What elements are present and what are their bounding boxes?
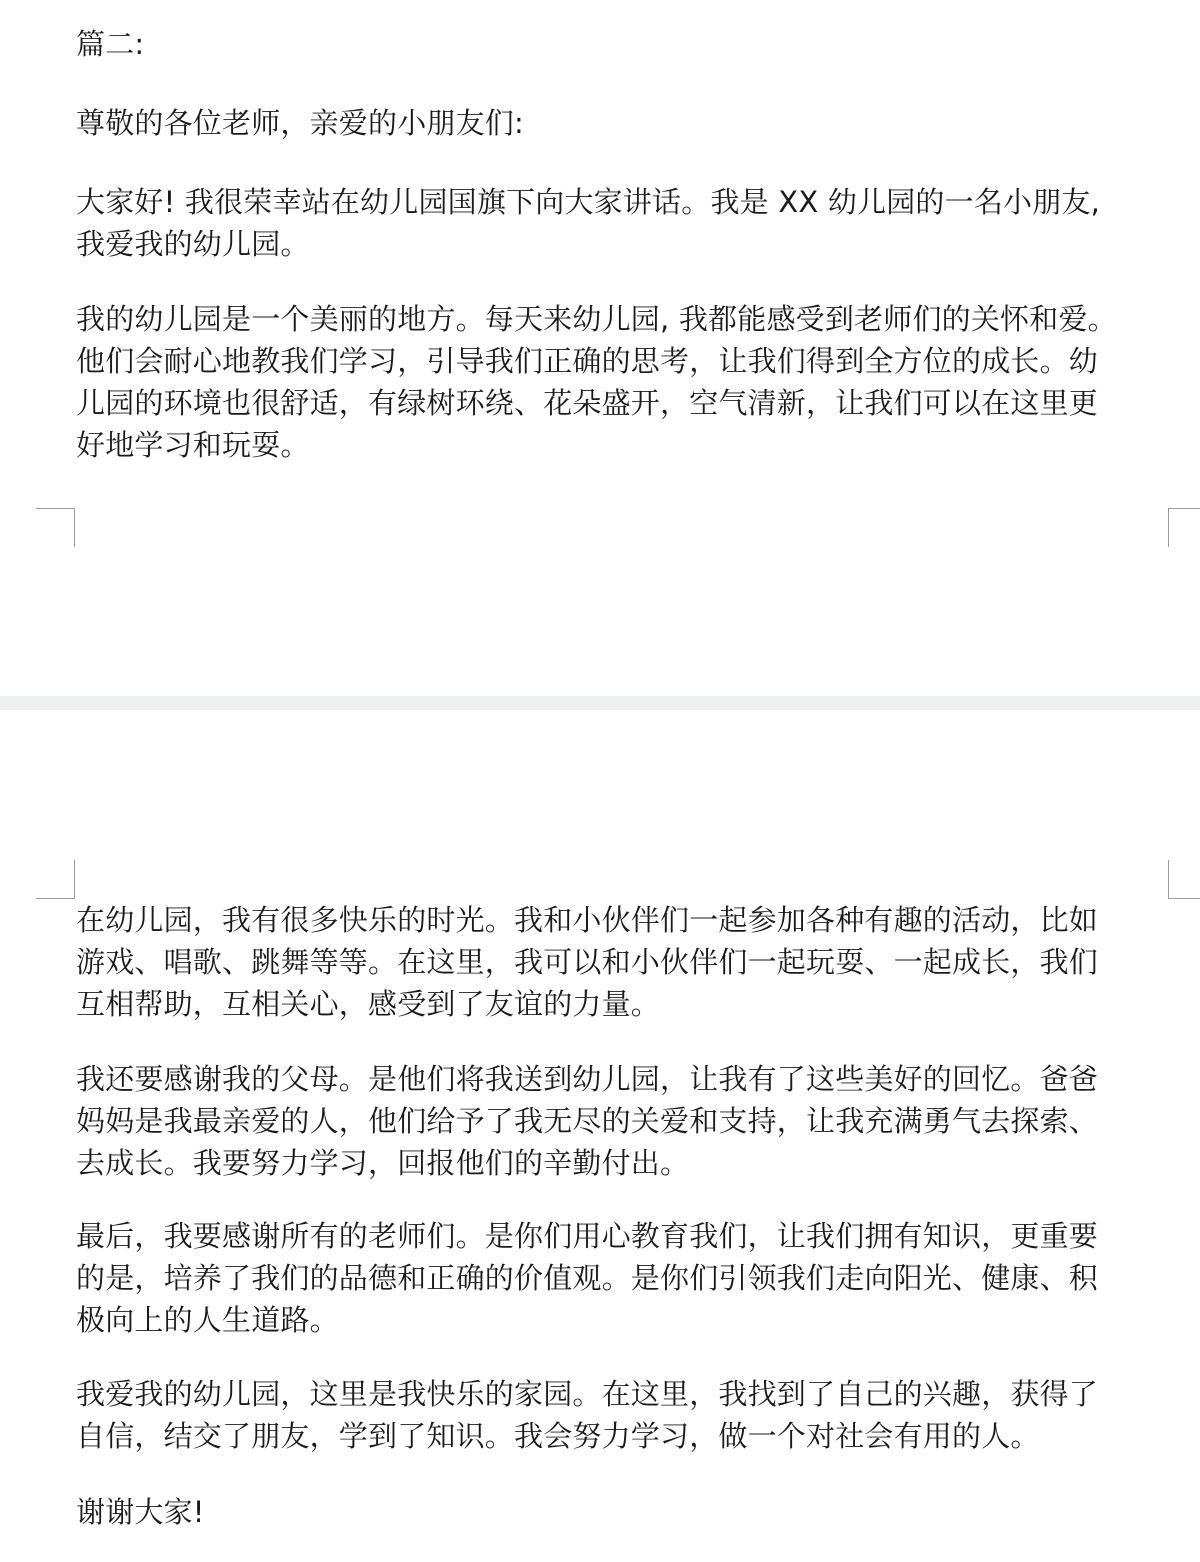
paragraph-4: [76, 1058, 1176, 1184]
section-heading: [76, 23, 1176, 65]
paragraph-1: [76, 181, 1176, 265]
paragraph-line: 最后，我要感谢所有的老师们。是你们用心教育我们，让我们拥有知识，更重要: [76, 1219, 1099, 1253]
paragraph-line: 去成长。我要努力学习，回报他们的辛勤付出。: [76, 1146, 690, 1180]
margin-corner-mark-bottom-right: [1168, 860, 1200, 899]
paragraph-line: 游戏、唱歌、跳舞等等。在这里，我可以和小伙伴们一起玩耍、一起成长，我们: [76, 945, 1099, 979]
paragraph-line: 我的幼儿园是一个美丽的地方。每天来幼儿园, 我都能感受到老师们的关怀和爱。: [76, 302, 1117, 336]
closing: [76, 1491, 1176, 1533]
paragraph-line: 儿园的环境也很舒适，有绿树环绕、花朵盛开，空气清新，让我们可以在这里更: [76, 386, 1099, 420]
margin-corner-mark-bottom-left: [36, 860, 75, 899]
document-page-2: [0, 710, 1200, 1562]
closing-text: 谢谢大家!: [76, 1495, 205, 1529]
document-page-1: [0, 0, 1200, 696]
page-separator: [0, 696, 1200, 710]
paragraph-6: [76, 1373, 1176, 1457]
paragraph-line: 自信，结交了朋友，学到了知识。我会努力学习，做一个对社会有用的人。: [76, 1419, 1040, 1453]
paragraph-3: [76, 899, 1176, 1025]
greeting: [76, 102, 1176, 144]
paragraph-line: 好地学习和玩耍。: [76, 428, 310, 462]
paragraph-line: 极向上的人生道路。: [76, 1303, 339, 1337]
paragraph-line: 我还要感谢我的父母。是他们将我送到幼儿园，让我有了这些美好的回忆。爸爸: [76, 1062, 1099, 1096]
paragraph-line: 互相帮助，互相关心，感受到了友谊的力量。: [76, 987, 661, 1021]
paragraph-line: 他们会耐心地教我们学习，引导我们正确的思考，让我们得到全方位的成长。幼: [76, 344, 1099, 378]
paragraph-line: 大家好! 我很荣幸站在幼儿园国旗下向大家讲话。我是 XX 幼儿园的一名小朋友,: [76, 185, 1101, 219]
greeting-text: 尊敬的各位老师，亲爱的小朋友们:: [76, 106, 524, 140]
margin-corner-mark-top-right: [1168, 508, 1200, 547]
paragraph-5: [76, 1215, 1176, 1341]
paragraph-line: 的是，培养了我们的品德和正确的价值观。是你们引领我们走向阳光、健康、积: [76, 1261, 1099, 1295]
margin-corner-mark-top-left: [36, 508, 75, 547]
section-heading-text: 篇二:: [76, 27, 145, 61]
paragraph-line: 妈妈是我最亲爱的人，他们给予了我无尽的关爱和支持，让我充满勇气去探索、: [76, 1104, 1099, 1138]
paragraph-line: 我爱我的幼儿园。: [76, 227, 310, 261]
paragraph-line: 我爱我的幼儿园，这里是我快乐的家园。在这里，我找到了自己的兴趣，获得了: [76, 1377, 1099, 1411]
paragraph-line: 在幼儿园，我有很多快乐的时光。我和小伙伴们一起参加各种有趣的活动，比如: [76, 903, 1099, 937]
paragraph-2: [76, 298, 1176, 466]
